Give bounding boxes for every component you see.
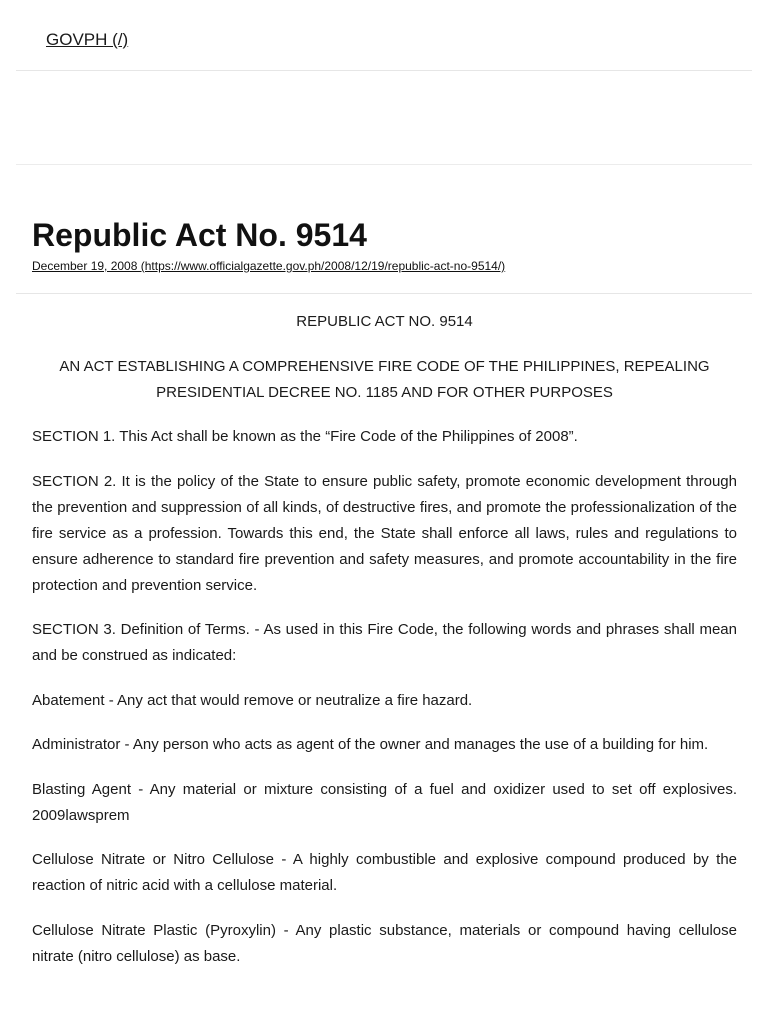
banner-area (16, 71, 752, 165)
act-title-heading: AN ACT ESTABLISHING A COMPREHENSIVE FIRE CODE OF THE PHILIPPINES, REPEALING PRESIDENTIAL DECREE NO. 1185 AND FOR OTHER PURPOSES (59, 357, 710, 401)
section-1-paragraph: SECTION 1. This Act shall be known as the “Fire Code of the Philippines of 2008”. (32, 428, 578, 445)
top-nav-bar (16, 0, 752, 71)
govph-link[interactable]: GOVPH (/) (46, 30, 129, 49)
act-number-heading: REPUBLIC ACT NO. 9514 (296, 313, 473, 330)
definition-cellulose-nitrate: Cellulose Nitrate or Nitro Cellulose - A highly combustible and explosive compound produced by the reaction of nitric acid with a cellulose material. (32, 851, 737, 894)
article-header (16, 165, 752, 294)
definition-cellulose-nitrate-plastic: Cellulose Nitrate Plastic (Pyroxylin) - Any plastic substance, materials or compound having cellulose nitrate (nitro cellulose) as base. (32, 921, 737, 965)
definition-abatement: Abatement - Any act that would remove or neutralize a fire hazard. (32, 691, 473, 709)
date-link[interactable]: December 19, 2008 (https://www.officialgazette.gov.ph/2008/12/19/republic-act-no-9514/) (32, 259, 506, 273)
section-2-paragraph: SECTION 2. It is the policy of the State to ensure public safety, promote economic development through the prevention and suppression of all kinds, of destructive fires, and promote the professionalization of the fire service as a profession. Towards this end, the State shall enforce all laws, rules and regulations to ensure adherence to standard fire prevention and safety measures, and promote accountability in the fire protection and prevention service. (32, 472, 737, 594)
section-3-paragraph: SECTION 3. Definition of Terms. - As used in this Fire Code, the following words and phrases shall mean and be construed as indicated: (32, 621, 737, 664)
definition-administrator: Administrator - Any person who acts as agent of the owner and manages the use of a building for him. (32, 736, 709, 753)
definition-blasting-agent: Blasting Agent - Any material or mixture consisting of a fuel and oxidizer used to set off explosives. 2009lawsprem (32, 780, 737, 824)
page-title: Republic Act No. 9514 (32, 217, 367, 253)
article-body (32, 309, 737, 988)
